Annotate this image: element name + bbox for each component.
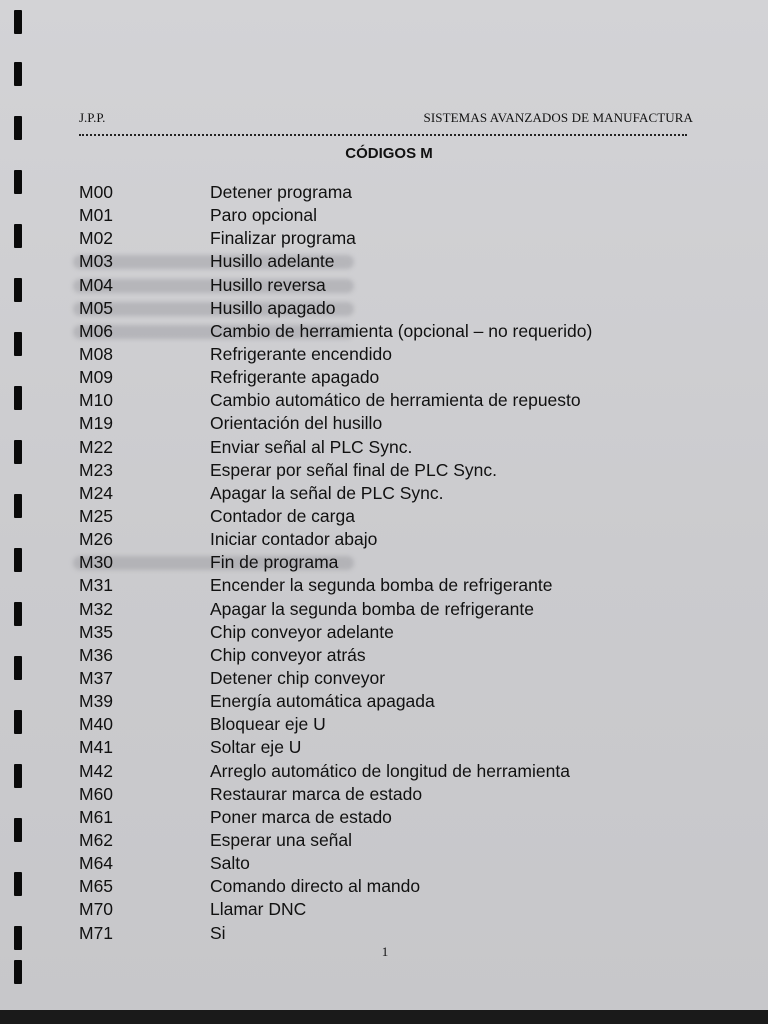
m-code: M24 bbox=[79, 482, 114, 503]
m-code-description: Refrigerante encendido bbox=[210, 343, 392, 364]
scan-bottom-edge bbox=[0, 1010, 768, 1024]
binding-hole bbox=[14, 656, 22, 680]
m-code: M35 bbox=[79, 621, 114, 642]
list-item bbox=[79, 505, 699, 528]
m-code-description: Esperar una señal bbox=[210, 829, 353, 850]
m-code: M71 bbox=[79, 922, 114, 943]
m-code-description: Detener chip conveyor bbox=[210, 667, 386, 688]
binding-hole bbox=[14, 710, 22, 734]
binding-hole bbox=[14, 386, 22, 410]
m-code-description: Esperar por señal final de PLC Sync. bbox=[210, 459, 497, 480]
header-author: J.P.P. bbox=[79, 110, 106, 125]
m-code-description: Detener programa bbox=[210, 182, 353, 202]
binding-hole bbox=[14, 10, 22, 34]
m-code: M05 bbox=[79, 297, 114, 318]
m-code-description: Iniciar contador abajo bbox=[210, 529, 378, 550]
binding-hole bbox=[14, 170, 22, 194]
list-item bbox=[79, 389, 699, 412]
m-code-description: Enviar señal al PLC Sync. bbox=[210, 436, 413, 457]
m-code: M00 bbox=[79, 182, 114, 202]
m-code-description: Llamar DNC bbox=[210, 899, 307, 920]
binding-hole bbox=[14, 960, 22, 984]
codes-list bbox=[79, 181, 699, 945]
m-code: M08 bbox=[79, 343, 114, 364]
binding-hole bbox=[14, 764, 22, 788]
list-item bbox=[79, 875, 699, 898]
binding-hole bbox=[14, 332, 22, 356]
list-item bbox=[79, 181, 699, 204]
m-code-description: Finalizar programa bbox=[210, 228, 356, 249]
m-code: M39 bbox=[79, 691, 114, 712]
m-code: M64 bbox=[79, 853, 114, 874]
binding-hole bbox=[14, 278, 22, 302]
m-code-description: Refrigerante apagado bbox=[210, 367, 380, 388]
m-code: M03 bbox=[79, 251, 114, 272]
list-item bbox=[79, 690, 699, 713]
list-item bbox=[79, 320, 699, 343]
m-code: M30 bbox=[79, 552, 114, 573]
binding-hole bbox=[14, 494, 22, 518]
m-code-description: Husillo reversa bbox=[210, 274, 326, 295]
binding-hole bbox=[14, 224, 22, 248]
m-code: M37 bbox=[79, 667, 114, 688]
m-code: M32 bbox=[79, 598, 114, 619]
m-code-description: Apagar la señal de PLC Sync. bbox=[210, 482, 444, 503]
m-code: M40 bbox=[79, 714, 114, 735]
m-code-description: Poner marca de estado bbox=[210, 806, 392, 827]
list-item bbox=[79, 274, 699, 297]
list-item bbox=[79, 713, 699, 736]
list-item bbox=[79, 551, 699, 574]
list-item bbox=[79, 621, 699, 644]
m-code: M06 bbox=[79, 320, 114, 341]
list-item bbox=[79, 482, 699, 505]
m-code: M62 bbox=[79, 829, 114, 850]
list-item bbox=[79, 806, 699, 829]
m-code: M70 bbox=[79, 899, 114, 920]
m-code: M23 bbox=[79, 459, 114, 480]
header-divider bbox=[79, 134, 687, 136]
list-item bbox=[79, 922, 699, 945]
list-item bbox=[79, 528, 699, 551]
m-code-description: Husillo adelante bbox=[210, 251, 335, 272]
m-code: M60 bbox=[79, 783, 114, 804]
list-item bbox=[79, 852, 699, 875]
m-code-description: Husillo apagado bbox=[210, 297, 336, 318]
m-code-description: Si bbox=[210, 922, 226, 943]
m-code-description: Arreglo automático de longitud de herramienta bbox=[210, 760, 570, 781]
list-item bbox=[79, 760, 699, 783]
list-item bbox=[79, 204, 699, 227]
list-item bbox=[79, 412, 699, 435]
list-item bbox=[79, 436, 699, 459]
binding-hole bbox=[14, 548, 22, 572]
list-item bbox=[79, 297, 699, 320]
m-code-description: Contador de carga bbox=[210, 505, 355, 526]
binding-hole bbox=[14, 602, 22, 626]
binding-hole bbox=[14, 62, 22, 86]
m-code-description: Cambio de herramienta (opcional – no requerido) bbox=[210, 320, 593, 341]
binding-hole bbox=[14, 872, 22, 896]
m-code-description: Chip conveyor adelante bbox=[210, 621, 394, 642]
binding-hole bbox=[14, 818, 22, 842]
m-code: M26 bbox=[79, 529, 114, 550]
m-code: M22 bbox=[79, 436, 114, 457]
m-code-description: Apagar la segunda bomba de refrigerante bbox=[210, 598, 534, 619]
list-item bbox=[79, 783, 699, 806]
page-title: CÓDIGOS M bbox=[345, 145, 433, 162]
m-code-description: Restaurar marca de estado bbox=[210, 783, 423, 804]
list-item bbox=[79, 343, 699, 366]
header-course-title: SISTEMAS AVANZADOS DE MANUFACTURA bbox=[423, 110, 693, 125]
m-code: M61 bbox=[79, 806, 114, 827]
m-code-description: Paro opcional bbox=[210, 205, 318, 226]
list-item bbox=[79, 644, 699, 667]
list-item bbox=[79, 250, 699, 273]
m-code: M02 bbox=[79, 228, 114, 249]
m-code-description: Cambio automático de herramienta de repuesto bbox=[210, 390, 581, 411]
m-code-description: Salto bbox=[210, 853, 250, 874]
binding-hole bbox=[14, 116, 22, 140]
page-number: 1 bbox=[381, 944, 389, 959]
m-code-description: Fin de programa bbox=[210, 552, 339, 573]
m-code: M19 bbox=[79, 413, 114, 434]
list-item bbox=[79, 459, 699, 482]
list-item bbox=[79, 227, 699, 250]
m-code: M09 bbox=[79, 367, 114, 388]
m-code: M01 bbox=[79, 205, 114, 226]
m-code: M25 bbox=[79, 505, 114, 526]
m-code-description: Energía automática apagada bbox=[210, 691, 435, 712]
list-item bbox=[79, 366, 699, 389]
m-code-description: Orientación del husillo bbox=[210, 413, 383, 434]
m-code: M41 bbox=[79, 737, 114, 758]
list-item bbox=[79, 829, 699, 852]
m-code-description: Chip conveyor atrás bbox=[210, 644, 366, 665]
m-code: M10 bbox=[79, 390, 114, 411]
m-code: M36 bbox=[79, 644, 114, 665]
m-code: M31 bbox=[79, 575, 114, 596]
list-item bbox=[79, 667, 699, 690]
list-item bbox=[79, 736, 699, 759]
list-item bbox=[79, 898, 699, 921]
list-item bbox=[79, 574, 699, 597]
m-code-description: Bloquear eje U bbox=[210, 714, 326, 735]
page-header bbox=[79, 110, 693, 128]
m-code-description: Encender la segunda bomba de refrigerante bbox=[210, 575, 553, 596]
m-code-description: Comando directo al mando bbox=[210, 876, 421, 897]
m-code: M65 bbox=[79, 876, 114, 897]
m-code: M04 bbox=[79, 274, 114, 295]
binding-hole bbox=[14, 440, 22, 464]
m-code: M42 bbox=[79, 760, 114, 781]
list-item bbox=[79, 598, 699, 621]
m-code-description: Soltar eje U bbox=[210, 737, 302, 758]
